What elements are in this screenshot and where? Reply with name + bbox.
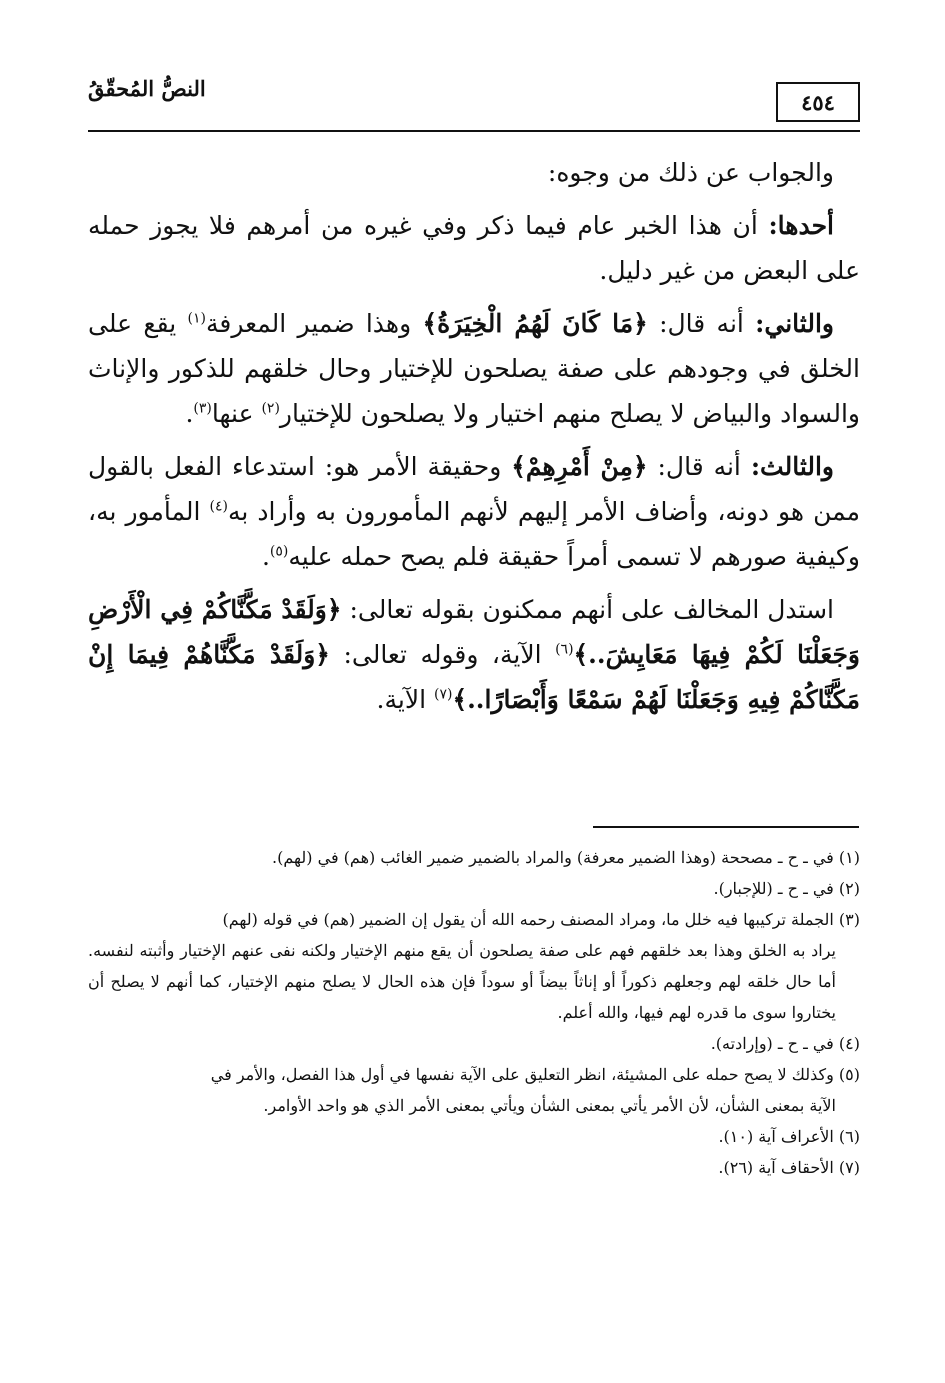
header-rule <box>88 130 860 132</box>
paragraph-second-reason <box>88 301 860 436</box>
footnote-ref-3[interactable]: (٣) <box>193 400 212 417</box>
paragraph-first-reason <box>88 203 860 293</box>
page-number-box <box>776 82 860 122</box>
footnote-ref-4[interactable]: (٤) <box>209 498 228 515</box>
quran-quote-ahqaf: ﴿وَلَقَدْ مَكَّنَّاهُمْ فِيمَا إِنْ مَكَّنَّاكُمْ فِيهِ وَجَعَلْنَا لَهُمْ سَمْعًا وَأَبْصَارًا..﴾ <box>88 640 860 714</box>
second-reason-end: عنها <box>211 399 262 428</box>
quran-quote-amrihim: ﴿مِنْ أَمْرِهِمْ﴾ <box>511 452 648 481</box>
third-reason-stop: . <box>261 542 270 571</box>
first-reason-lead: أحدها: <box>768 211 834 240</box>
footnote-6: (٦) الأعراف آية (١٠). <box>718 1127 860 1146</box>
quran-quote-khiyara: ﴿مَا كَانَ لَهُمُ الْخِيَرَةُ﴾ <box>422 309 648 338</box>
footnote-ref-1[interactable]: (١) <box>187 310 207 327</box>
first-reason-text: أن هذا الخبر عام فيما ذكر وفي غيره من أمرهم فلا يجوز حمله على البعض من غير دليل. <box>88 211 860 285</box>
footnote-ref-6[interactable]: (٦) <box>555 641 574 658</box>
second-reason-mid: وهذا ضمير المعرفة <box>206 309 423 338</box>
footnote-1: (١) في ـ ح ـ مصححة (وهذا الضمير معرفة) والمراد بالضمير ضمير الغائب (هم) في (لهم). <box>272 848 860 867</box>
opponent-end: الآية. <box>376 685 434 714</box>
running-head: النصُّ المُحقّقُ <box>88 76 206 101</box>
paragraph-third-reason <box>88 444 860 579</box>
second-reason-text: يقع على الخلق في وجودهم على صفة يصلحون للإختيار وحال خلقهم للذكور والإناث والسواد والبياض لا يصلح منهم اختيار ولا يصلحون للإختيار <box>88 309 860 428</box>
main-text <box>88 150 860 730</box>
footnote-5: (٥) وكذلك لا يصح حمله على المشيئة، انظر التعليق على الآية نفسها في أول هذا الفصل، والأمر في <box>210 1065 860 1084</box>
second-reason-stop: . <box>185 399 194 428</box>
intro-paragraph <box>88 150 860 195</box>
page-header <box>88 74 860 130</box>
opponent-mid: الآية، وقوله تعالى: <box>329 640 556 669</box>
footnote-2: (٢) في ـ ح ـ (للإجبار). <box>713 879 860 898</box>
third-reason-pre: أنه قال: <box>647 452 751 481</box>
third-reason-lead: والثالث: <box>750 452 835 481</box>
third-reason-text: وحقيقة الأمر هو: استدعاء الفعل بالقول ممن هو دونه، وأضاف الأمر إليهم لأنهم المأمورون به وأراد به <box>88 452 860 526</box>
opponent-pre: استدل المخالف على أنهم ممكنون بقوله تعالى: <box>341 595 834 624</box>
intro-text: والجواب عن ذلك من وجوه: <box>547 158 834 187</box>
footnote-4: (٤) في ـ ح ـ (وإرادته). <box>710 1034 860 1053</box>
footnote-ref-5[interactable]: (٥) <box>269 543 289 560</box>
footnote-3-continued: يراد به الخلق وهذا بعد خلقهم فهم على صفة يصلحون أن يقع منهم الإختيار ولكنه نفى عنهم الإختيار وأثبته لنفسه. أما حال خلقه لهم وجعلهم ذكوراً أو إناثاً بيضاً أو سوداً فإن هذه الحال لا يصلح منهم الإختيار، كما أنهم لا يصلح أن يختاروا سوى ما قدره لهم فيها، والله أعلم. <box>88 941 836 1022</box>
second-reason-lead: والثاني: <box>755 309 834 338</box>
paragraph-opponent-argument <box>88 587 860 722</box>
footnote-ref-7[interactable]: (٧) <box>433 686 453 703</box>
quran-quote-araf: ﴿وَلَقَدْ مَكَّنَّاكُمْ فِي الْأَرْضِ وَجَعَلْنَا لَكُمْ فِيهَا مَعَايِشَ..﴾ <box>88 595 860 669</box>
footnotes <box>88 842 860 1183</box>
footnote-rule <box>593 826 859 828</box>
page-number: ٤٥٤ <box>801 89 835 115</box>
footnote-5-continued: الآية بمعنى الشأن، لأن الأمر يأتي بمعنى الشأن ويأتي بمعنى الأمر الذي هو واحد الأوامر. <box>263 1096 836 1115</box>
footnote-3: (٣) الجملة تركيبها فيه خلل ما، ومراد المصنف رحمه الله أن يقول إن الضمير (هم) في قوله (لهم) <box>222 910 860 929</box>
second-reason-pre: أنه قال: <box>647 309 756 338</box>
footnote-ref-2[interactable]: (٢) <box>261 400 280 417</box>
footnote-7: (٧) الأحقاف آية (٢٦). <box>718 1158 860 1177</box>
third-reason-text-2: المأمور به، وكيفية صورهم لا تسمى أمراً حقيقة فلم يصح حمله عليه <box>88 497 860 571</box>
